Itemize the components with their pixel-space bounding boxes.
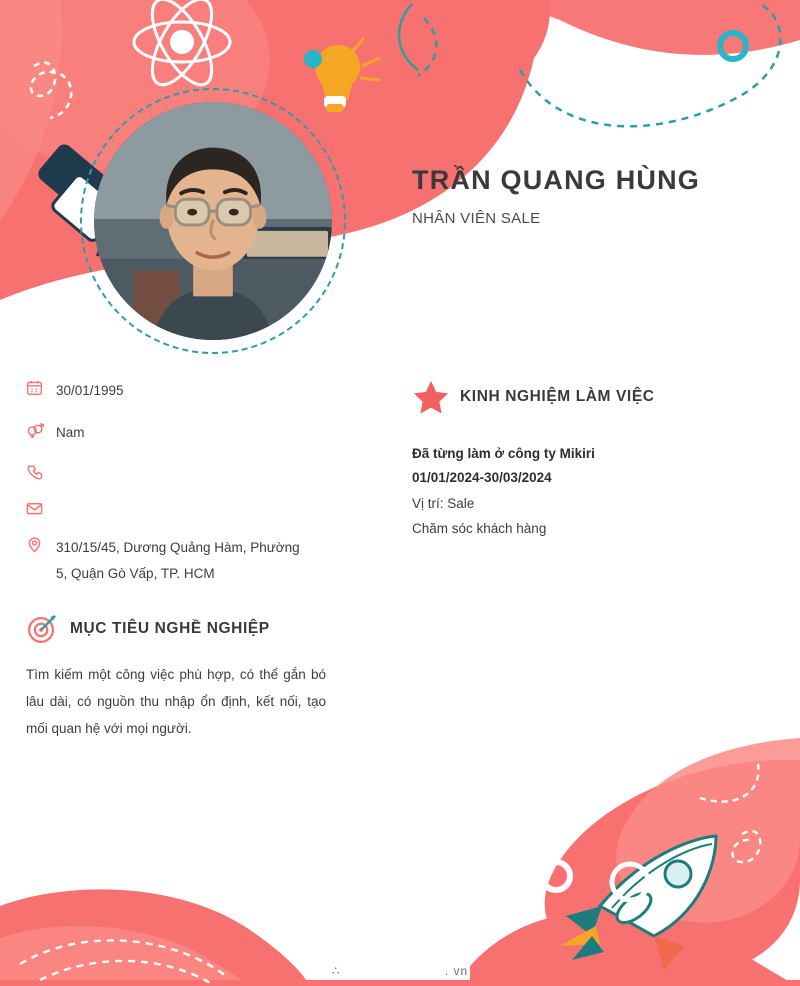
address-value: 310/15/45, Dương Quảng Hàm, Phường 5, Quận Gò Vấp, TP. HCM [56,539,300,581]
target-icon [26,613,70,645]
objective-title: MỤC TIÊU NGHỀ NGHIỆP [70,620,270,638]
watermark [0,964,800,978]
gender-value: Nam [56,425,85,441]
gender-icon [26,420,56,439]
info-row-phone [26,463,366,483]
avatar [80,88,346,354]
experience-section-header [412,378,772,416]
experience-dates: 01/01/2024-30/03/2024 [412,470,552,486]
info-row-birthdate [26,378,366,404]
watermark-right: . vn [444,964,469,978]
header-text-block [412,165,792,227]
left-column [26,378,366,742]
experience-position: Vị trí: Sale [412,495,475,511]
page-title: TRẦN QUANG HÙNG [412,165,700,195]
job-title: NHÂN VIÊN SALE [412,210,541,227]
watermark-left: ∴ [331,964,341,978]
objective-body: Tìm kiếm một công việc phù hợp, có thể gắn bó lâu dài, có nguồn thu nhập ổn định, kết nối, tạo mối quan hệ với mọi người. [26,667,326,737]
bottom-decoration-band [0,730,800,986]
bottom-decoration-svg [0,730,800,986]
star-icon [412,378,460,416]
birthdate-value: 30/01/1995 [56,383,124,398]
avatar-photo [94,102,332,340]
avatar-illustration [94,102,332,340]
info-row-email [26,499,366,519]
right-column [412,378,772,542]
phone-icon [26,463,56,481]
experience-company: Đã từng làm ở công ty Mikiri [412,446,595,461]
info-row-address [26,535,366,588]
experience-title: KINH NGHIỆM LÀM VIỆC [460,388,655,405]
email-icon [26,499,56,517]
objective-section-header [26,613,366,645]
location-icon [26,535,56,553]
calendar-icon [26,378,56,396]
experience-detail: Chăm sóc khách hàng [412,521,547,537]
experience-item [412,442,772,542]
info-row-gender [26,420,366,446]
